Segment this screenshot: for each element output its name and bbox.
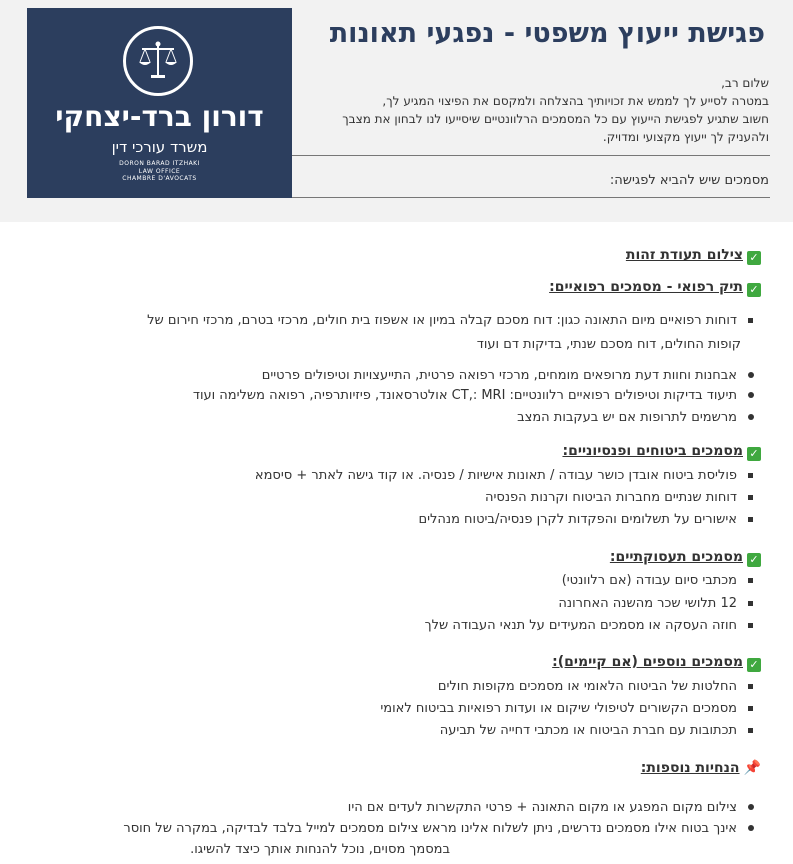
bullet-square <box>748 684 753 689</box>
section-heading-business: ✓מסמכים תעסוקתיים: <box>610 549 761 567</box>
section-heading-medical: ✓תיק רפואי - מסמכים רפואיים: <box>549 279 761 297</box>
list-item: דוחות רפואיים מיום התאונה כגון: דוח מסכם קבלה במיון או אשפוז בית חולים, מרכזי בטרם, מרכזי חירום של <box>37 310 737 332</box>
bullet-square <box>748 318 753 323</box>
list-item: מרשמים לתרופות אם יש בעקבות המצב <box>517 407 737 429</box>
bullet-dot <box>748 414 754 420</box>
bullet-dot <box>748 825 754 831</box>
list-item: פוליסת ביטוח אובדן כושר עבודה / תאונות אישיות / פנסיה. או קוד גישה לאתר + סיסמא <box>255 465 737 487</box>
list-item: מסמכים הקשורים לטיפולי שיקום או ועדות רפואיות בביטוח לאומי <box>380 698 737 720</box>
bullet-square <box>748 517 753 522</box>
section-heading-extra: ✓מסמכים נוספים (אם קיימים): <box>552 654 761 672</box>
list-item-continuation: במסמך מסוים, נוכל להנחות אותך כיצד להשיגו. <box>190 842 450 857</box>
bullet-dot <box>748 392 754 398</box>
bullet-dot <box>748 804 754 810</box>
list-item: אינך בטוח אילו מסמכים נדרשים, ניתן לשלוח אלינו מראש צילום מסמכים למייל בלבד לבדיקה, במקרה של חוסר <box>41 818 737 840</box>
list-item: אישורים על תשלומים והפקדות לקרן פנסיה/ביטוח מנהלים <box>418 509 737 531</box>
check-box-icon: ✓ <box>747 447 761 461</box>
check-box-icon: ✓ <box>747 553 761 567</box>
list-item: אבחנות וחוות דעת מרופאים מומחים, מרכזי רפואה פרטית, התייעצויות וטיפולים פרטיים <box>262 365 737 387</box>
list-item: צילום מקום המפגע או מקום התאונה + פרטי התקשרות לעדים אם היו <box>348 797 737 819</box>
check-box-icon: ✓ <box>747 283 761 297</box>
list-item-continuation: קופות החולים, דוח מסכם שנתי, בדיקות דם ועוד <box>476 337 741 352</box>
list-item: תכתובות עם חברת הביטוח או מכתבי דחייה של תביעה <box>440 720 737 742</box>
list-item: דוחות שנתיים מחברות הביטוח וקרנות הפנסיה <box>485 487 737 509</box>
bullet-square <box>748 623 753 628</box>
firm-name: דורון ברד-יצחקי <box>55 100 264 133</box>
firm-subtitle: משרד עורכי דין <box>111 138 208 156</box>
intro-text: שלום רב, במטרה לסייע לך לממש את זכויותיך בהצלחה ולמקסם את הפיצוי המגיע לך, חשוב שתגיע לפגישת הייעוץ עם כל המסמכים הרלוונטיים שיסייעו לנו לבחון את מצבך ולהעניק לך ייעוץ מקצועי ומדויק. <box>342 76 769 144</box>
bullet-square <box>748 578 753 583</box>
section-heading-id: ✓צילום תעודת זהות <box>626 247 761 265</box>
page-title: פגישת ייעוץ משפטי - נפגעי תאונות <box>329 18 765 49</box>
list-item: החלטות של הביטוח הלאומי או מסמכים מקופות חולים <box>438 676 737 698</box>
firm-latin-names: DORON BARAD ITZHAKI LAW OFFICE CHAMBRE D'AVOCATS <box>119 160 200 182</box>
bullet-square <box>748 473 753 478</box>
section-heading-notes: 📌הנחיות נוספות: <box>640 760 761 776</box>
section-heading-insurance: ✓מסמכים ביטוחים ופנסיוניים: <box>562 443 761 461</box>
list-item: 12 תלושי שכר מהשנה האחרונה <box>558 593 737 615</box>
list-item: תיעוד בדיקות וטיפולים רפואיים רלוונטיים: CT,: MRI אולטרסאונד, פיזיותרפיה, רפואה משלימה ועוד <box>193 385 737 407</box>
bullet-square <box>748 728 753 733</box>
bullet-square <box>748 601 753 606</box>
check-box-icon: ✓ <box>747 251 761 265</box>
docs-label: מסמכים שיש להביא לפגישה: <box>609 173 769 188</box>
list-item: חוזה העסקה או מסמכים המעידים על תנאי העבודה שלך <box>425 615 737 637</box>
pushpin-icon: 📌 <box>743 760 761 776</box>
bullet-square <box>748 706 753 711</box>
list-item: מכתבי סיום עבודה (אם רלוונטי) <box>562 570 737 592</box>
bullet-square <box>748 495 753 500</box>
check-box-icon: ✓ <box>747 658 761 672</box>
bullet-dot <box>748 372 754 378</box>
